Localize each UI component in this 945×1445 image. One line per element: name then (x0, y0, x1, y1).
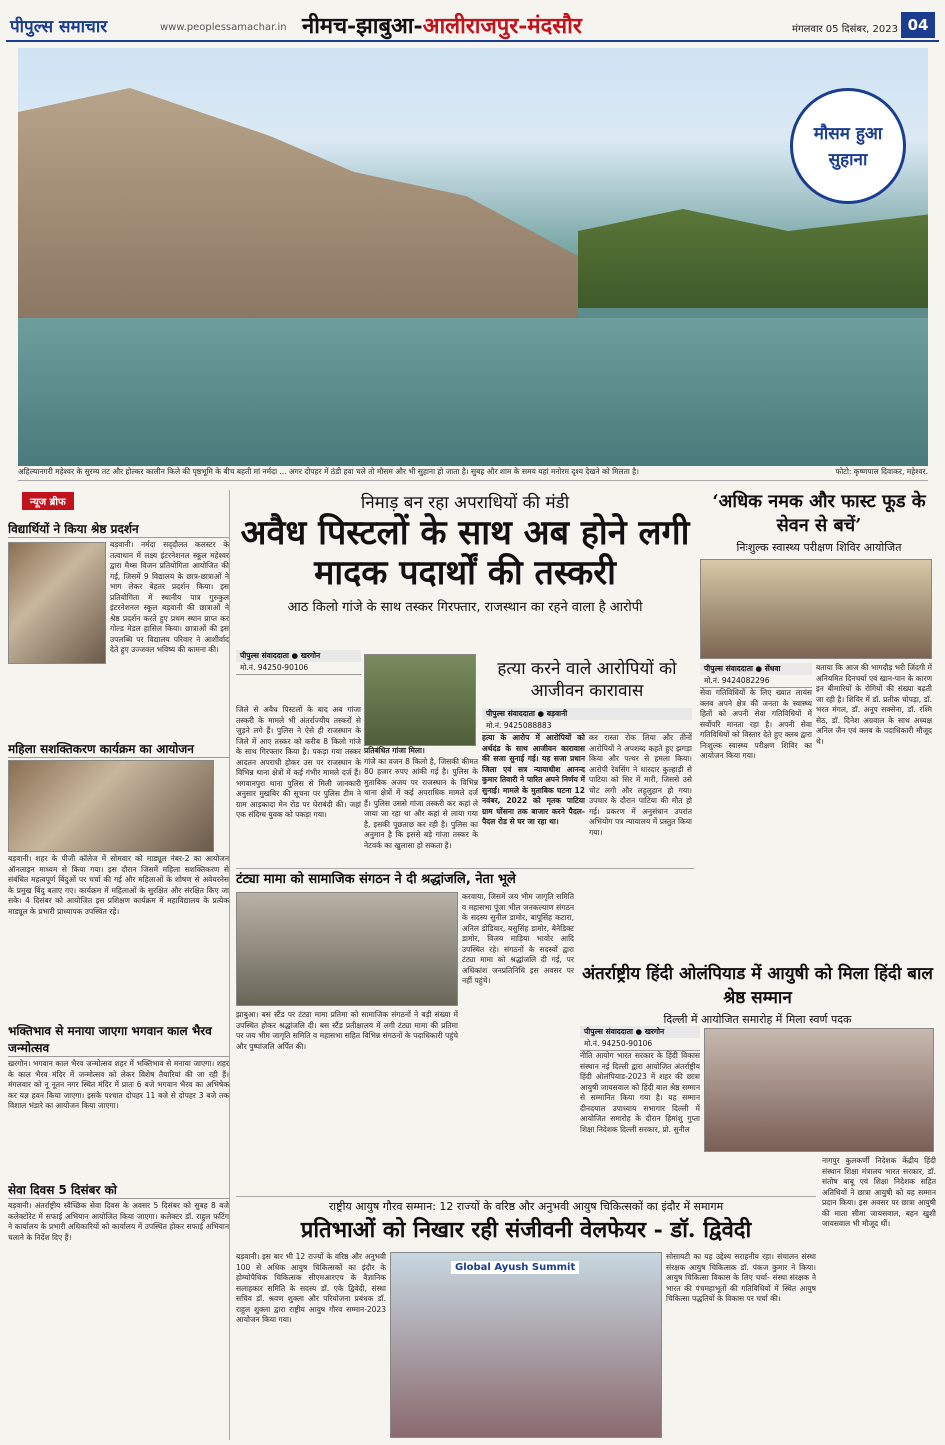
lead-story-col2 (364, 654, 478, 864)
olympiad-text: नीति आयोग भारत सरकार के हिंदी विकास संस्थान नई दिल्ली द्वारा आयोजित अंतर्राष्ट्रीय हिंदी ओलंपियाड-2023 में शहर की छात्रा आयुषी जायसवाल को हिंदी बाल श्रेष्ठ सम्मान से सम्मानित किया गया है। यह सम्मान दीनदयाल उपाध्याय सभागार दिल्ली में आयोजित समारोह के दौरान हिमांशु गुप्ता शिक्षा निदेशक दिल्ली सरकार, प्रो. सुनील (580, 1051, 700, 1134)
murder-text-1: हत्या के आरोप में आरोपियों को अर्थदंड के साथ आजीवन कारावास की सजा सुनाई गई। यह सजा प्रधान जिला एवं सत्र न्यायाधीश आनन्द कुमार तिवारी ने पारित अपने निर्णय में सुनाई। मामले के मुताबिक घटना 12 नवंबर, 2022 को मृतक पाटिया ग्राम घोंसना तक बाजार करने पैदल-पैदल रोड से घर जा रहा था। (482, 733, 585, 826)
ayush-col1 (236, 1252, 386, 1438)
olympiad-contact: मो.नं. 94250-90106 (580, 1038, 700, 1051)
murder-contact: मो.नं. 9425088883 (482, 720, 692, 733)
accused-photo (364, 654, 476, 746)
health-text-2: बताया कि आज की भागदौड़ भरी जिंदगी में अनियमित दिनचर्या एवं खान-पान के कारण इन बीमारियों के रोगियों की संख्या बढ़ती जा रही है। शिविर में डॉ. प्रतीक चोपड़ा, डॉ. भरत मंगल, डॉ. अनूप सक्सेना, डॉ. रश्मि सेठ, डॉ. दिनेश अग्रवाल के साथ अध्यक्ष अनिल जैन एवं क्लब के पदाधिकारी मौजूद थे। (816, 663, 932, 746)
lead-text-1: जिले से अवैध पिस्टलों के बाद अब गांजा तस्करी के मामले भी अंतर्राज्यीय तस्करों से जुड़ने लगे हैं। पुलिस ने ऐसे ही राजस्थान के जिले में आए तस्कर को करीब 8 किलो गांजे के साथ गिरफ्तार किया है। पकड़ा गया तस्कर आदतन अपराधी होकर उस पर राजस्थान के विभिन्न थाना क्षेत्रों में कई गंभीर मामले दर्ज हैं। भगवानपुरा थाना पुलिस से मिली जानकारी अनुसार मुखबिर की सूचना पर पुलिस टीम ने ग्राम आड़कादा मेन रोड पर घेराबंदी की। जहां एक संदिग्ध युवक को पकड़ा गया। (236, 705, 361, 819)
health-camp-photo (700, 559, 932, 659)
ayush-photo (390, 1252, 662, 1438)
brief-text-2: बड़वानी। शहर के पीजी कॉलेज में सोमवार को माड्यूल नंबर-2 का आयोजन ऑनलाइन माध्यम से किया गया। इस दौरान जिसमें महिला सशक्तिकरण से संबंधित महत्वपूर्ण बिंदुओं पर चर्चा की गई और महिलाओं के शोषण से अवेयरनेस के प्रमुख बिंदु बताए गए। कार्यक्रम में महिलाओं के सुरक्षित और संरक्षित किए जा सके। 4 दिसंबर को आयोजित इस प्रशिक्षण कार्यक्रम में महाविद्यालय के प्रत्येक माड्यूल के प्रभारी प्राध्यापक उपस्थित रहे। (8, 854, 229, 916)
tribute-text-a (236, 1010, 458, 1094)
ayush-text-1: बड़वानी। इस बार भी 12 राज्यों के वरिष्ठ और अनुभवी 100 से अधिक आयुष चिकित्सकों का इंदौर के होम्योपैथिक चिकित्सक सीएमआरएच के वैज्ञानिक सलाहकार समिति के सदस्य डॉ. एके द्विवेदी, संस्था सचिव डॉ. श्रवण शुक्ला और परियोजना प्रबंधक डॉ. राहुल शुक्ला द्वारा राष्ट्रीय आयुष गौरव सम्मान-2023 आयोजन किया गया। (236, 1252, 386, 1324)
tribute-image (236, 892, 458, 1006)
olympiad-photo (704, 1028, 934, 1152)
caption-text: अहिल्यानगरी महेश्वर के सुरम्य तट और होल्कर कालीन किले की पृष्ठभूमि के बीच बहती मां नर्मदा ... अगर दोपहर में ठंडी हवा चले तो मौसम और भी सुहाना हो जाता है। सुबह और शाम के समय यहां मनोरम दृश्य देखने को मिलता है। (18, 467, 640, 476)
seminar-photo (8, 760, 214, 852)
brief-headline-1[interactable]: विद्यार्थियों ने किया श्रेष्ठ प्रदर्शन (8, 520, 229, 538)
tribute-text-2: करवाया, जिसमें जय भीम जागृति समिति व महासभा पूंजा भील जनकल्याण संगठन के सदस्य सुनील डामोर, बापूसिंह कटारा, अनिल डोडियार, बसुसिंह डामोर, बेनेडिक्ट डामोर, विजय माड़िया भावोर आदि उपस्थित रहे। संगठनों के सदस्यों द्वारा टंट्या मामा को श्रद्धांजलि दी गई, पर अधिकांश जनप्रतिनिधि इस अवसर पर नहीं पहुंचे। (462, 892, 574, 985)
trees-illustration (578, 198, 928, 308)
photo-credit: फोटो: कृष्णपाल दिवाकर, महेश्वर. (835, 467, 928, 476)
olympiad-continued (822, 1156, 936, 1438)
lead-kicker: निमाड़ बन रहा अपराधियों की मंडी (360, 493, 570, 513)
river-illustration (18, 318, 928, 466)
brief-headline-2[interactable]: महिला सशक्तिकरण कार्यक्रम का आयोजन (8, 740, 229, 758)
students-photo (8, 542, 106, 664)
brief-text-4: बड़वानी। अंतर्राष्ट्रीय स्वैच्छिक सेवा दिवस के अवसर 5 दिसंबर को सुबह 8 बजे कलेक्टोरेट में सफाई अभियान आयोजित किया जाएगा। कलेक्टर डॉ. राहुल फटिंग ने कार्यालय के प्रभारी अधिकारियों को कार्यालय में उपस्थित होकर सफाई अभियान चलाने के निर्देश दिए हैं। (8, 1201, 229, 1242)
health-byline: पीपुल्स संवाददाता ● सेंधवा (700, 663, 812, 675)
health-subheadline: निःशुल्क स्वास्थ्य परीक्षण शिविर आयोजित (736, 541, 902, 554)
website-url[interactable]: www.peoplessamachar.in (160, 22, 287, 33)
murder-story (482, 658, 692, 864)
murder-byline: पीपुल्स संवाददाता ● बड़वानी (482, 708, 692, 720)
right-column (700, 490, 938, 960)
health-contact: मो.नं. 9424082296 (700, 675, 812, 688)
olympiad-subheadline: दिल्ली में आयोजित समारोह में मिला स्वर्ण पदक (663, 1013, 852, 1026)
lead-photo-caption: प्रतिबंधित गांजा मिला। (364, 746, 425, 755)
lead-photo (18, 48, 928, 466)
health-text-1: सेवा गतिविधियों के लिए ख्यात लायंस क्लब अपने क्षेत्र की जनता के स्वास्थ्य हितों को अपनी सेवा गतिविधियों में सर्वोपरि मानता रहा है। अपनी सेवा गतिविधियों को विस्तार देते हुए क्लब द्वारा निःशुल्क स्वास्थ्य परीक्षण शिविर का आयोजन किया गया। (700, 688, 812, 760)
ayush-headline[interactable]: प्रतिभाओं को निखार रही संजीवनी वेलफेयर - डॉ. द्विवेदी (300, 1217, 752, 1243)
lead-byline: पीपुल्स संवाददाता ● खरगोन (236, 650, 361, 662)
issue-date: मंगलवार 05 दिसंबर, 2023 (792, 24, 898, 35)
left-column (8, 490, 230, 1440)
photo-caption (18, 467, 928, 481)
lead-subheadline: आठ किलो गांजे के साथ तस्कर गिरफ्तार, राजस्थान का रहने वाला है आरोपी (287, 600, 643, 615)
lead-story-col1 (236, 650, 361, 864)
brief-text-3: खरगोन। भगवान काल भैरव जन्मोत्सव शहर में भक्तिभाव से मनाया जाएगा। शहर के काल भैरव मंदिर में जन्मोत्सव को लेकर विशेष तैयारियां की जा रही हैं। मंगलवार को नू नूतन नगर स्थित मंदिर में प्रातः 6 बजे भगवान भैरव का अभिषेक कर यज्ञ हवन किया जाएगा। इसके पश्चात दोपहर 11 बजे से दोपहर 3 बजे तक विशाल भंडारे का आयोजन किया जाएगा। (8, 1059, 229, 1110)
health-headline[interactable]: ‘अधिक नमक और फास्ट फूड के सेवन से बचें’ (712, 491, 926, 536)
lead-story-header (236, 490, 694, 642)
page-number: 04 (901, 12, 935, 38)
tribute-photo (236, 892, 458, 1006)
region-part-b: आलीराजपुर-मंदसौर (422, 13, 582, 39)
tribute-text-b (462, 892, 574, 1094)
murder-text-2: कर रास्ता रोक लिया और तीनों आरोपियों ने अपशब्द कहते हुए झगड़ा किया और पत्थर से हमला किया। आरोपी रेवसिंग ने धारदार कुल्हाड़ी से पाटिया को सिर में मारी, जिससे उसे चोट लगी और लहूलुहान हो गया। उपचार के दौरान पाटिया की मौत हो गई। प्रकरण में अनुसंधान उपरांत अभियोग पत्र न्यायालय में प्रस्तुत किया गया। (589, 733, 692, 837)
ayush-kicker: राष्ट्रीय आयुष गौरव सम्मान: 12 राज्यों के वरिष्ठ और अनुभवी आयुष चिकित्सकों का इंदौर में समागम (328, 1200, 724, 1213)
olympiad-text-2: नागपुर कुलकर्णी निदेशक केंद्रीय हिंदी संस्थान शिक्षा मंत्रालय भारत सरकार, डॉ. संतोष बाबू एवं शिक्षा निदेशक सहित अतिथियों ने छात्रा आयुषी को यह सम्मान प्रदान किया। इस अवसर पर छात्रा आयुषी की माता सीमा जायसवाल, बहन खुशी जायसवाल भी मौजूद थीं। (822, 1156, 936, 1228)
murder-headline[interactable]: हत्या करने वाले आरोपियों को आजीवन कारावास (497, 659, 677, 701)
ayush-image (390, 1252, 662, 1438)
lead-text-2: गांजे का वजन 8 किलो है, जिसकी कीमत 80 हजार रुपए आंकी गई है। पुलिस के मुताबिक अजय पर राजस्थान के विभिन्न थाना क्षेत्रों में कई अपराधिक मामले दर्ज हैं। पुलिस उससे गांजा तस्करी कर कहां ले जाया जा रहा था और कहां से लाया गया है, इसकी पूछताछ कर रही है। पुलिस का अनुमान है कि इससे बड़े गांजा तस्कर के नेटवर्क का खुलासा हो सकता है। (364, 756, 478, 850)
region-part-a: नीमच-झाबुआ- (302, 13, 423, 39)
tribute-headline[interactable]: टंट्या मामा को सामाजिक संगठन ने दी श्रद्धांजलि, नेता भूले (236, 868, 694, 888)
newspaper-logo[interactable]: पीपुल्स समाचार (10, 17, 108, 37)
ayush-col3 (666, 1252, 816, 1438)
brief-headline-3[interactable]: भक्तिभाव से मनाया जाएगा भगवान काल भैरव जन्मोत्सव (8, 1022, 229, 1057)
news-brief-tag: न्यूज ब्रीफ (22, 492, 74, 510)
lead-headline[interactable]: अवैध पिस्टलों के साथ अब होने लगी मादक पदार्थों की तस्करी (240, 513, 690, 593)
fort-illustration (18, 88, 578, 328)
brief-text-1: बड़वानी। नर्मदा सद्‌दौलत कलस्टर के तत्वाधान में लक्ष्य इंटरनेशनल स्कूल महेश्वर द्वारा मैथ्स विजन प्रतियोगिता आयोजित की गई, जिसमें 9 विद्यालय के छात्र-छात्राओं ने भाग लेकर बेहतर प्रदर्शन किया। इस प्रतियोगिता में स्थानीय पात्र गुरुकुल इंटरनेशनल स्कूल बड़वानी की छात्राओं ने श्रेष्ठ प्रदर्शन करते हुए प्रथम स्थान प्राप्त कर गोल्ड मेडल हासिल किया। छात्राओं की इस उपलब्धि पर विद्यालय परिवार ने आशीर्वाद देते हुए उज्जवल भविष्य की कामना की। (110, 540, 229, 654)
masthead (6, 8, 939, 42)
brief-headline-4[interactable]: सेवा दिवस 5 दिसंबर को (8, 1181, 229, 1199)
ayush-header (236, 1196, 816, 1248)
olympiad-byline: पीपुल्स संवाददाता ● खरगोन (580, 1026, 700, 1038)
olympiad-col1 (580, 1026, 700, 1192)
tribute-text-1: झाबुआ। बस स्टैंड पर टंट्या मामा प्रतिमा को सामाजिक संगठनों ने बड़ी संख्या में उपस्थित होकर श्रद्धांजलि दी। बस स्टैंड प्रतीक्षालय में लगी टंट्या मामा की प्रतिमा पर जय भीम जागृति समिति व महासभा सहित विभिन्न संगठनों के पदाधिकारी पहुंचे और पुष्पांजलि अर्पित की। (236, 1010, 458, 1051)
weather-badge: मौसम हुआ सुहाना (790, 88, 906, 204)
lead-contact: मो.नं. 94250-90106 (236, 662, 361, 675)
summit-banner: Global Ayush Summit (451, 1261, 579, 1274)
ayush-text-2: सोसायटी का यह उद्देश्य सराहनीय रहा। संचालन संस्था संरक्षक आयुष चिकित्सक डॉ. पंकज कुमार ने किया। आयुष चिकित्सा विकास के लिए चर्चा- संस्था संरक्षक ने भारत की पंचमहाभूतों की गतिविधियों में स्थित आयुष चिकित्सा पद्धतियों के विकास पर चर्चा की। (666, 1252, 816, 1303)
olympiad-headline[interactable]: अंतर्राष्ट्रीय हिंदी ओलंपियाड में आयुषी को मिला हिंदी बाल श्रेष्ठ सम्मान (582, 964, 933, 1008)
page-region-title (302, 10, 582, 40)
